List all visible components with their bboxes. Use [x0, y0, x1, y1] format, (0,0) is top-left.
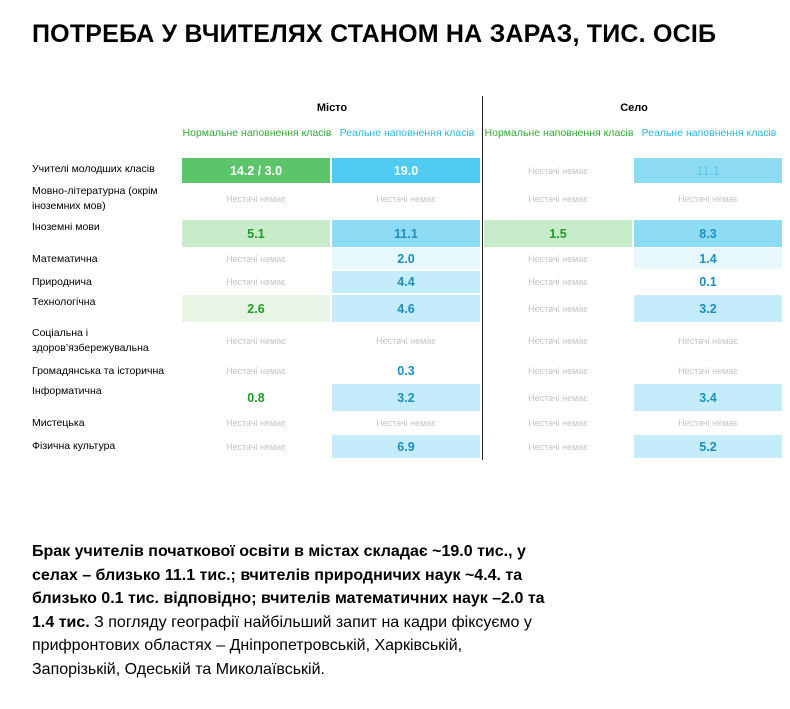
- group-header-village: Село: [620, 102, 648, 114]
- cell-city-real: 19.0: [332, 158, 480, 183]
- cell-city-normal: 0.8: [247, 390, 265, 405]
- cell-city-real: Нестачі немає: [376, 417, 436, 428]
- row-label: Інформатична: [32, 385, 102, 397]
- cell-village-normal: Нестачі немає: [528, 365, 588, 376]
- page-title: ПОТРЕБА У ВЧИТЕЛЯХ СТАНОМ НА ЗАРАЗ, ТИС. ОСІБ: [32, 20, 717, 48]
- cell-city-normal: Нестачі немає: [226, 194, 286, 204]
- cell-village-normal: Нестачі немає: [528, 303, 588, 314]
- cell-city-real: 2.0: [332, 248, 480, 269]
- cell-city-real: Нестачі немає: [376, 336, 436, 346]
- summary-text: [32, 540, 552, 681]
- cell-village-normal: Нестачі немає: [528, 253, 588, 264]
- cell-city-normal: Нестачі немає: [226, 336, 286, 346]
- subheader-city-real: Реальне наповнення класів: [339, 127, 475, 139]
- cell-village-real: 5.2: [634, 435, 782, 458]
- cell-city-real: 4.4: [332, 271, 480, 293]
- cell-city-normal: 14.2 / 3.0: [182, 158, 330, 183]
- cell-village-normal: Нестачі немає: [528, 336, 588, 346]
- cell-city-real: Нестачі немає: [376, 194, 436, 204]
- cell-village-real: 8.3: [634, 220, 782, 247]
- cell-village-normal: Нестачі немає: [528, 277, 588, 287]
- row-label: Природнича: [32, 276, 92, 288]
- row-label: Математична: [32, 253, 98, 265]
- subheader-village-real: Реальне наповнення класів: [641, 127, 777, 139]
- cell-village-real: Нестачі немає: [678, 417, 738, 428]
- row-label: Технологічна: [32, 296, 96, 308]
- cell-village-real: Нестачі немає: [678, 336, 738, 346]
- row-label: Мистецька: [32, 417, 85, 429]
- cell-village-normal: Нестачі немає: [528, 165, 588, 176]
- row-label: Учителі молодших класів: [32, 163, 155, 175]
- cell-city-normal: 5.1: [182, 220, 330, 247]
- cell-village-real: Нестачі немає: [678, 194, 738, 204]
- cell-city-real: 6.9: [332, 435, 480, 458]
- cell-village-normal: Нестачі немає: [528, 392, 588, 403]
- row-label: Фізична культура: [32, 440, 116, 452]
- cell-city-normal: 2.6: [182, 295, 330, 322]
- row-label: Соціальна і здоров’язбережувальна: [32, 327, 149, 354]
- summary-bold-text: Брак учителів початкової освіти в містах складає ~19.0 тис., у селах – близько 11.1 тис.; вчителів природничих наук ~4.4. та близько 0.1 тис. відповідно; вчителів математичних наук –2.0 та 1.4 тис.: [32, 543, 545, 631]
- cell-city-real: 11.1: [332, 220, 480, 247]
- cell-village-real: 11.1: [634, 158, 782, 183]
- cell-city-normal: Нестачі немає: [226, 417, 286, 428]
- cell-village-normal: Нестачі немає: [528, 194, 588, 204]
- cell-city-real: 0.3: [397, 363, 415, 378]
- column-divider: [482, 96, 483, 460]
- cell-city-normal: Нестачі немає: [226, 277, 286, 287]
- cell-village-real: 3.4: [634, 384, 782, 411]
- cell-village-real: 0.1: [699, 275, 717, 289]
- cell-city-real: 4.6: [332, 295, 480, 322]
- cell-village-normal: Нестачі немає: [528, 441, 588, 452]
- cell-city-normal: Нестачі немає: [226, 365, 286, 376]
- cell-city-real: 3.2: [332, 384, 480, 411]
- subheader-city-normal: Нормальне наповнення класів: [182, 127, 332, 139]
- cell-city-normal: Нестачі немає: [226, 253, 286, 264]
- row-label: Громадянська та історична: [32, 365, 165, 377]
- cell-village-real: Нестачі немає: [678, 365, 738, 376]
- cell-village-real: 1.4: [634, 248, 782, 269]
- cell-village-normal: 1.5: [484, 220, 632, 247]
- group-header-city: Місто: [316, 102, 348, 114]
- subheader-village-normal: Нормальне наповнення класів: [484, 127, 634, 139]
- row-label: Мовно-літературна (окрім іноземних мов): [32, 185, 158, 212]
- summary-regular-text: З погляду географії найбільший запит на кадри фіксуємо у прифронтових областях – Дніпропетровській, Харківській, Запорізькій, Одеській та Миколаївській.: [32, 613, 532, 678]
- row-label: Іноземні мови: [32, 221, 100, 233]
- cell-village-normal: Нестачі немає: [528, 417, 588, 428]
- cell-village-real: 3.2: [634, 295, 782, 322]
- cell-city-normal: Нестачі немає: [226, 441, 286, 452]
